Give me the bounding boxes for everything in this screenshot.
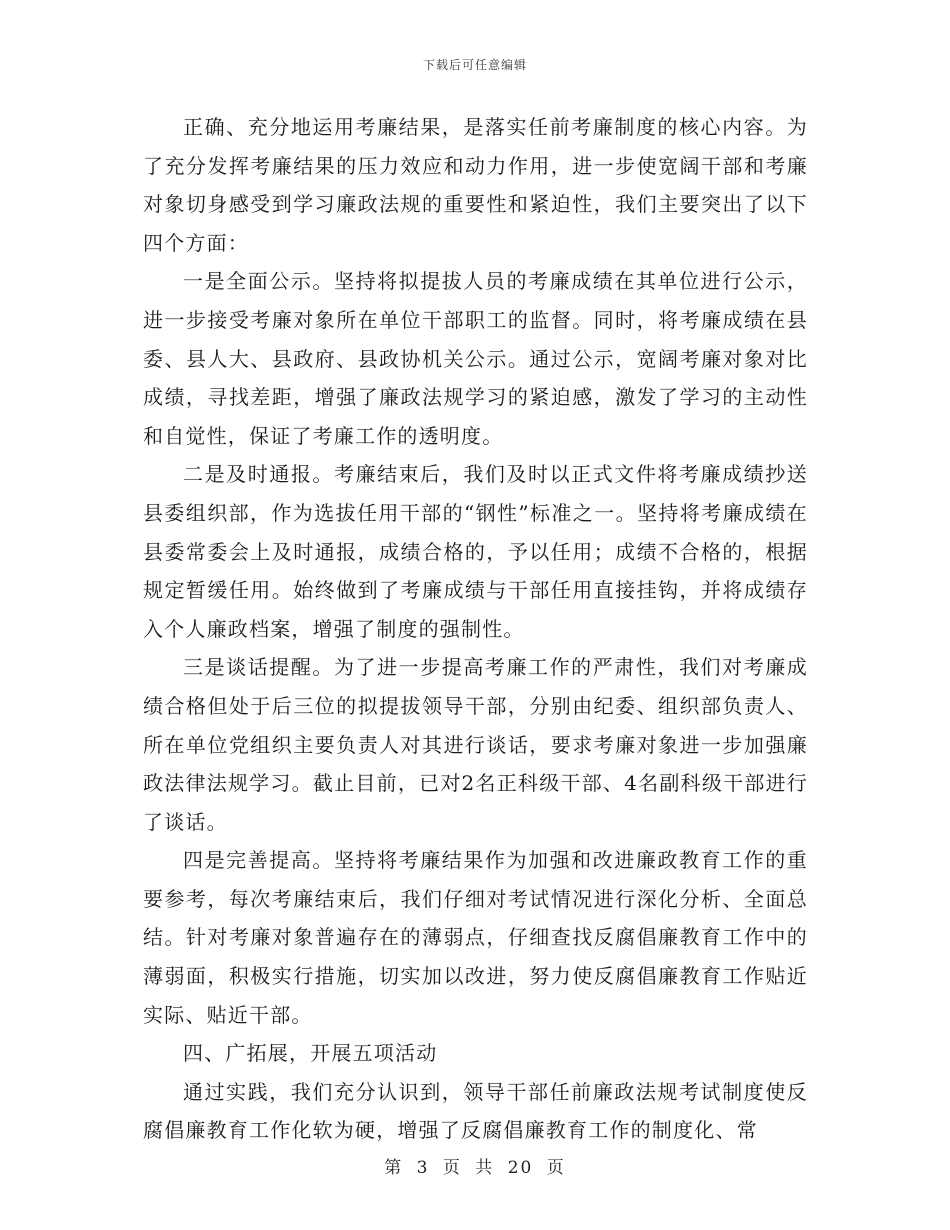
paragraph-intro: 正确、充分地运用考廉结果，是落实任前考廉制度的核心内容。为了充分发挥考廉结果的压力效应和动力作用，进一步使宽阔干部和考廉对象切身感受到学习廉政法规的重要性和紧迫性，我们主要突出了以下四个方面： [143, 115, 808, 255]
paragraph-talk-reminder: 三是谈话提醒。为了进一步提高考廉工作的严肃性，我们对考廉成绩合格但处于后三位的拟提拔领导干部，分别由纪委、组织部负责人、所在单位党组织主要负责人对其进行谈话，要求考廉对象进一步加强廉政法律法规学习。截止目前，已对2名正科级干部、4名副科级干部进行了谈话。 [143, 655, 808, 834]
document-body [143, 108, 808, 1150]
section-heading: 四、广拓展，开展五项活动 [183, 1041, 438, 1066]
paragraph-timely-report: 二是及时通报。考廉结束后，我们及时以正式文件将考廉成绩抄送县委组织部，作为选拔任用干部的“钢性”标准之一。坚持将考廉成绩在县委常委会上及时通报，成绩合格的，予以任用；成绩不合格的，根据规定暂缓任用。始终做到了考廉成绩与干部任用直接挂钩，并将成绩存入个人廉政档案，增强了制度的强制性。 [143, 462, 808, 641]
paragraph-public-notice: 一是全面公示。坚持将拟提拔人员的考廉成绩在其单位进行公示，进一步接受考廉对象所在单位干部职工的监督。同时，将考廉成绩在县委、县人大、县政府、县政协机关公示。通过公示，宽阔考廉对象对比成绩，寻找差距，增强了廉政法规学习的紧迫感，激发了学习的主动性和自觉性，保证了考廉工作的透明度。 [143, 269, 808, 448]
page-number: 第 3 页 共 20 页 [384, 1158, 566, 1178]
paragraph-improvement: 四是完善提高。坚持将考廉结果作为加强和改进廉政教育工作的重要参考，每次考廉结束后，我们仔细对考试情况进行深化分析、全面总结。针对考廉对象普遍存在的薄弱点，仔细查找反腐倡廉教育工作中的薄弱面，积极实行措施，切实加以改进，努力使反腐倡廉教育工作贴近实际、贴近干部。 [143, 848, 808, 1027]
page-header-note: 下载后可任意编辑 [422, 58, 527, 72]
paragraph-practice: 通过实践，我们充分认识到，领导干部任前廉政法规考试制度使反腐倡廉教育工作化软为硬，增强了反腐倡廉教育工作的制度化、常 [143, 1079, 808, 1143]
